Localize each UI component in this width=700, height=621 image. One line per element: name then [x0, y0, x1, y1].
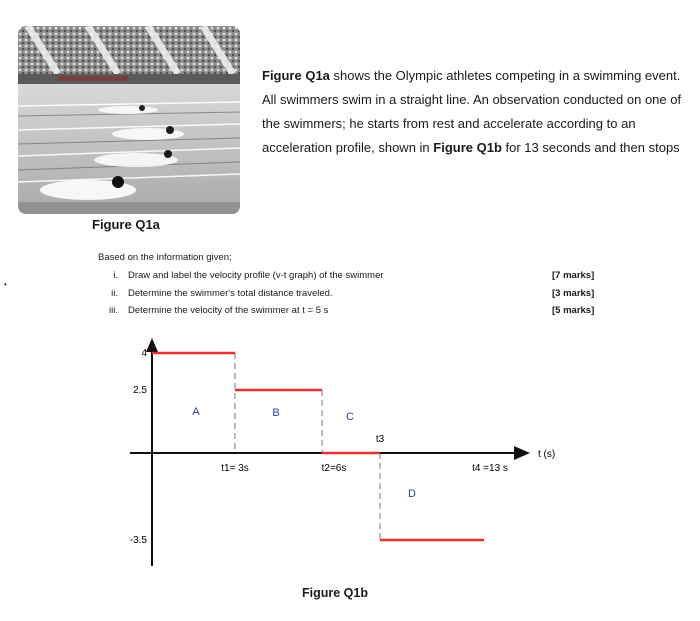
- time-label-t3: t3: [375, 434, 385, 445]
- x-axis-arrowhead: [514, 446, 530, 460]
- region-label-d: D: [408, 488, 416, 500]
- question-marks: [3 marks]: [552, 288, 595, 299]
- questions-lead: Based on the information given;: [98, 252, 232, 263]
- intro-text-1: shows the Olympic athletes competing in a swimming event. All swimmers swim in a straight line. An observation conducted on one of the swimmers; he starts from rest and accelerate according to an acceleration profile, shown in: [262, 68, 682, 155]
- region-label-c: C: [346, 411, 354, 423]
- region-label-b: B: [272, 407, 280, 419]
- intro-figure-ref-a: Figure Q1a: [262, 68, 330, 83]
- question-number: iii.: [109, 305, 118, 316]
- velocity-segments: [152, 353, 484, 540]
- intro-text-2: for 13 seconds and then stops: [501, 140, 680, 155]
- time-label-t2: t2=6s: [321, 463, 347, 474]
- figure-q1b-caption: Figure Q1b: [302, 586, 368, 600]
- y-tick-label: -3.5: [129, 535, 147, 546]
- intro-figure-ref-b: Figure Q1b: [433, 140, 502, 155]
- y-tick-label: 4: [141, 348, 147, 359]
- figure-q1a-caption: Figure Q1a: [92, 217, 160, 232]
- question-text: Determine the velocity of the swimmer at t = 5 s: [128, 305, 329, 316]
- y-tick-label: 2.5: [133, 385, 147, 396]
- time-label-t1: t1= 3s: [221, 463, 249, 474]
- y-axis-arrowhead: [146, 338, 158, 352]
- region-label-a: A: [192, 406, 200, 418]
- time-label-t4: t4 =13 s: [472, 463, 508, 474]
- question-marks: [7 marks]: [552, 270, 595, 281]
- question-text: Draw and label the velocity profile (v-t graph) of the swimmer: [128, 270, 384, 281]
- question-number: i.: [113, 270, 118, 281]
- question-number: ii.: [111, 288, 118, 299]
- question-marks: [5 marks]: [552, 305, 595, 316]
- x-axis-unit-label: t (s): [538, 449, 556, 460]
- stray-mark: •: [4, 280, 7, 289]
- question-text: Determine the swimmer's total distance traveled.: [128, 288, 333, 299]
